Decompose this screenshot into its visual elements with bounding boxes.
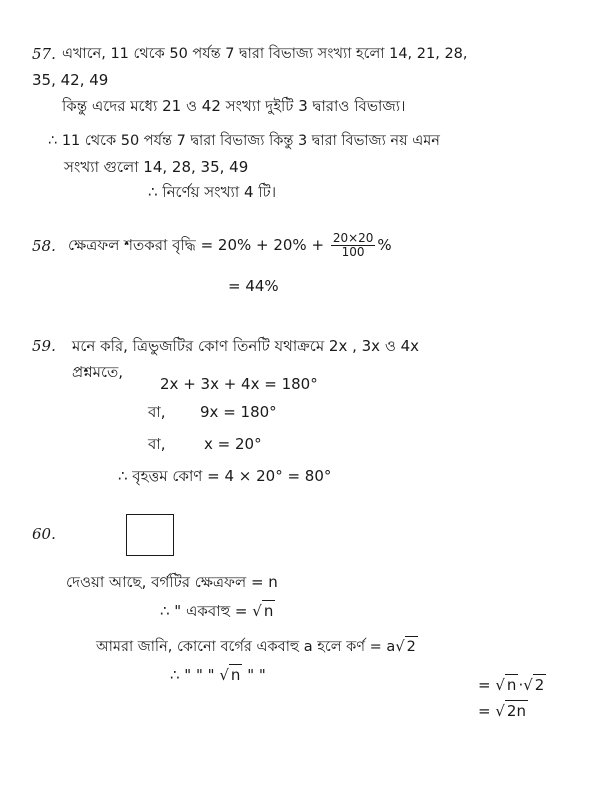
q57-line-6: ∴ নির্ণেয় সংখ্যা 4 টি। <box>148 183 277 201</box>
q58-fraction <box>331 232 376 259</box>
q59-line-5: x = 20° <box>204 435 262 453</box>
q60-number: 60. <box>32 525 56 543</box>
square-figure <box>126 514 174 556</box>
q58-line-2: = 44% <box>228 277 279 295</box>
sqrt-2n-radicand: 2n <box>506 702 526 720</box>
q58-fraction-numerator: 20×20 <box>332 231 374 245</box>
q59-number: 59. <box>32 337 56 355</box>
q60-line-1: দেওয়া আছে, বর্গটির ক্ষেত্রফল = n <box>66 573 278 591</box>
sqrt-2n: √ 2n <box>495 702 526 720</box>
q58-line-1 <box>68 232 392 259</box>
q57-number: 57. <box>32 45 56 63</box>
sqrt-n: √ n <box>252 602 274 620</box>
q60-line-5 <box>478 700 528 721</box>
q60-line-4-ditto-end: " " <box>247 666 266 684</box>
multiply-dot: · <box>518 676 524 694</box>
q60-line-3-text: আমরা জানি, কোনো বর্গের একবাহু a হলে কর্ণ = a <box>96 639 396 655</box>
sqrt-n-result: √ n <box>495 676 517 694</box>
sqrt-2-radicand: 2 <box>405 636 418 657</box>
sqrt-n-radicand: n <box>263 602 274 620</box>
q58-percent: % <box>377 236 392 254</box>
q60-equals-1: = <box>478 676 491 694</box>
q57-line-1: এখানে, 11 থেকে 50 পর্যন্ত 7 দ্বারা বিভাজ্য সংখ্যা হলো 14, 21, 28, <box>62 46 468 62</box>
q59-line-4-prefix: বা, <box>148 403 166 421</box>
q57-line-5: সংখ্যা গুলো 14, 28, 35, 49 <box>64 158 249 176</box>
q60-line-3 <box>96 636 418 657</box>
sqrt-2-result-radicand: 2 <box>534 676 545 694</box>
q59-line-3: 2x + 3x + 4x = 180° <box>160 375 318 393</box>
q57-line-4: ∴ 11 থেকে 50 পর্যন্ত 7 দ্বারা বিভাজ্য কিন্তু 3 দ্বারা বিভাজ্য নয় এমন <box>48 133 440 149</box>
q60-line-2 <box>160 600 275 621</box>
sqrt-2: √ 2 <box>395 636 417 657</box>
sqrt-n-ditto: √ n <box>219 666 241 684</box>
q60-line-2-text: ∴ " একবাহু = <box>160 602 248 620</box>
q60-line-4-ditto: ∴ " " " <box>170 666 215 684</box>
q60-equals-2: = <box>478 702 491 720</box>
q59-line-1: মনে করি, ত্রিভুজটির কোণ তিনটি যথাক্রমে 2x , 3x ও 4x <box>72 337 420 355</box>
q58-number: 58. <box>32 237 56 255</box>
q57-line-3: কিন্তু এদের মধ্যে 21 ও 42 সংখ্যা দুইটি 3 দ্বারাও বিভাজ্য। <box>62 97 406 115</box>
q60-line-4 <box>170 664 266 685</box>
q60-line-4-result <box>478 674 546 695</box>
sqrt-n-result-radicand: n <box>506 676 517 694</box>
q58-fraction-denominator: 100 <box>341 245 365 259</box>
q59-line-2: প্রশ্নমতে, <box>72 363 124 381</box>
q59-line-5-prefix: বা, <box>148 435 166 453</box>
q57-line-2: 35, 42, 49 <box>32 71 109 89</box>
q58-line-1-text: ক্ষেত্রফল শতকরা বৃদ্ধি = 20% + 20% + <box>68 236 325 254</box>
sqrt-2-result: √ 2 <box>523 676 545 694</box>
sqrt-n-ditto-radicand: n <box>230 666 241 684</box>
q59-line-6: ∴ বৃহত্তম কোণ = 4 × 20° = 80° <box>118 467 332 485</box>
q59-line-4: 9x = 180° <box>200 403 277 421</box>
